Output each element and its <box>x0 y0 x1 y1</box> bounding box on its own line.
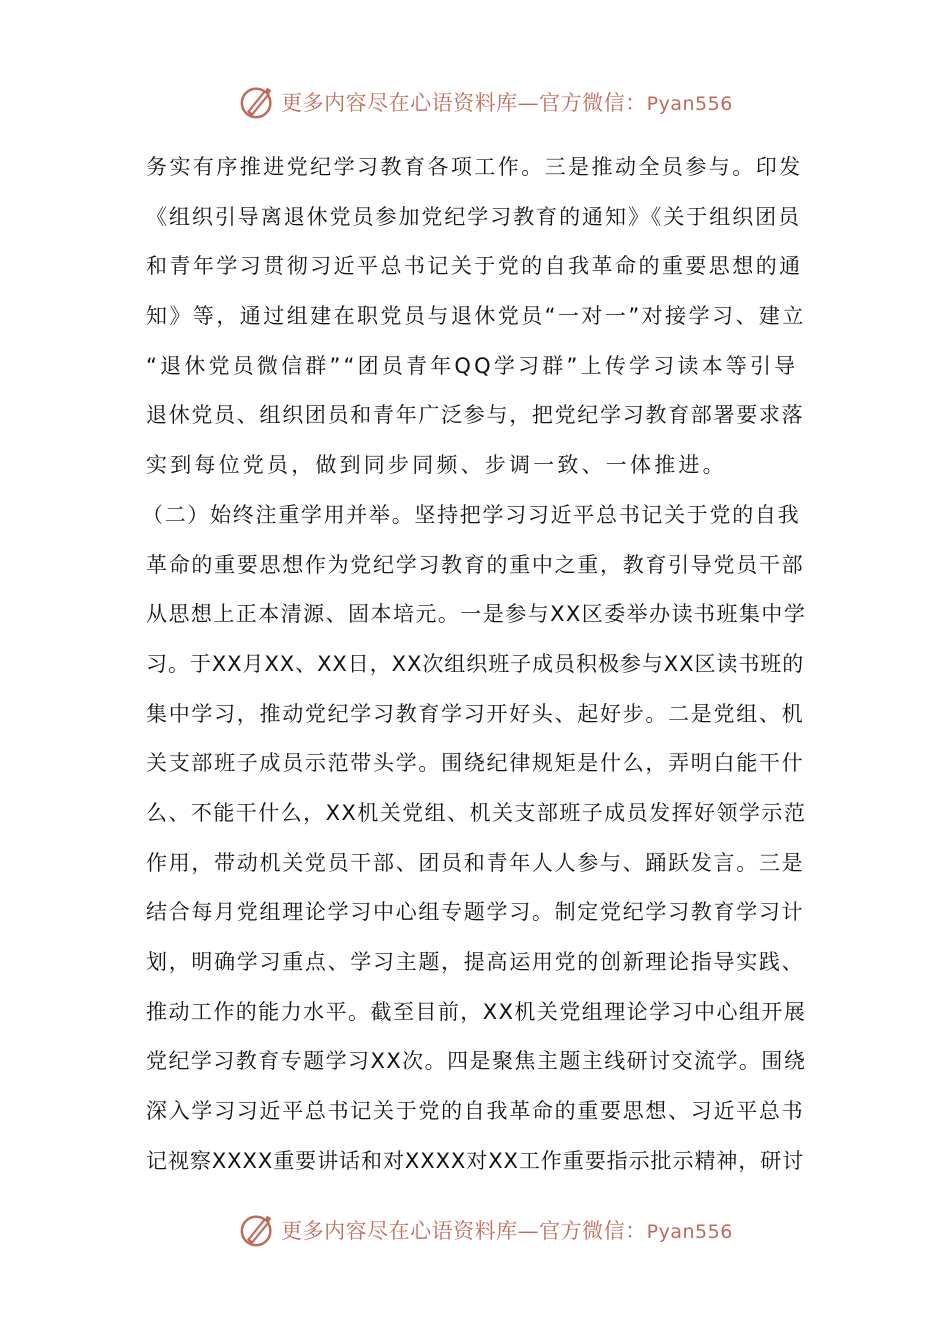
body-line: 知》等，通过组建在职党员与退休党员“一对一”对接学习、建立 <box>146 304 806 329</box>
pen-circle-logo-icon <box>239 1211 277 1249</box>
watermark-label: 更多内容尽在心语资料库—官方微信： <box>281 1219 647 1243</box>
watermark-text <box>281 1215 733 1245</box>
body-line: 集中学习，推动党纪学习教育学习开好头、起好步。二是党组、机 <box>146 701 805 726</box>
body-line: 习。于XX月XX、XX日，XX次组织班子成员积极参与XX区读书班的 <box>146 651 805 676</box>
body-line: 划，明确学习重点、学习主题，提高运用党的创新理论指导实践、 <box>146 950 805 974</box>
body-line: 和青年学习贯彻习近平总书记关于党的自我革命的重要思想的通 <box>146 254 803 279</box>
body-line: 么、不能干什么，XX机关党组、机关支部班子成员发挥好领学示范 <box>146 800 806 825</box>
header-watermark <box>0 80 950 124</box>
body-line: 革命的重要思想作为党纪学习教育的重中之重，教育引导党员干部 <box>146 552 805 577</box>
watermark-text <box>281 87 733 117</box>
body-line: 实到每位党员，做到同步同频、步调一致、一体推进。 <box>146 453 727 478</box>
watermark-inner <box>239 1211 733 1249</box>
body-line: 党纪学习教育专题学习XX次。四是聚焦主题主线研讨交流学。围绕 <box>146 1049 806 1074</box>
watermark-label: 更多内容尽在心语资料库—官方微信： <box>281 91 647 115</box>
footer-watermark <box>0 1208 950 1252</box>
body-line: 推动工作的能力水平。截至目前，XX机关党组理论学习中心组开展 <box>146 999 806 1024</box>
watermark-contact: Pyan556 <box>646 1221 733 1243</box>
body-line: 《组织引导离退休党员参加党纪学习教育的通知》《关于组织团员 <box>146 204 802 229</box>
body-line: 务实有序推进党纪学习教育各项工作。三是推动全员参与。印发 <box>146 155 803 179</box>
pen-circle-logo-icon <box>239 83 277 121</box>
section-heading-line: （二）始终注重学用并举。坚持把学习习近平总书记关于党的自我 <box>142 502 801 527</box>
body-line: 关支部班子成员示范带头学。围绕纪律规矩是什么，弄明白能干什 <box>146 751 805 776</box>
body-line: 结合每月党组理论学习中心组专题学习。制定党纪学习教育学习计 <box>146 900 805 925</box>
document-body <box>142 143 806 1186</box>
watermark-inner <box>239 83 733 121</box>
body-line: “退休党员微信群”“团员青年QQ学习群”上传学习读本等引导 <box>146 353 799 378</box>
body-line: 从思想上正本清源、固本培元。一是参与XX区委举办读书班集中学 <box>146 602 806 627</box>
watermark-contact: Pyan556 <box>646 93 733 115</box>
body-line: 记视察XXXX重要讲话和对XXXX对XX工作重要指示批示精神，研讨 <box>146 1148 805 1173</box>
body-line: 作用，带动机关党员干部、团员和青年人人参与、踊跃发言。三是 <box>146 850 805 875</box>
body-line: 退休党员、组织团员和青年广泛参与，把党纪学习教育部署要求落 <box>146 403 805 428</box>
body-line: 深入学习习近平总书记关于党的自我革命的重要思想、习近平总书 <box>146 1099 805 1124</box>
